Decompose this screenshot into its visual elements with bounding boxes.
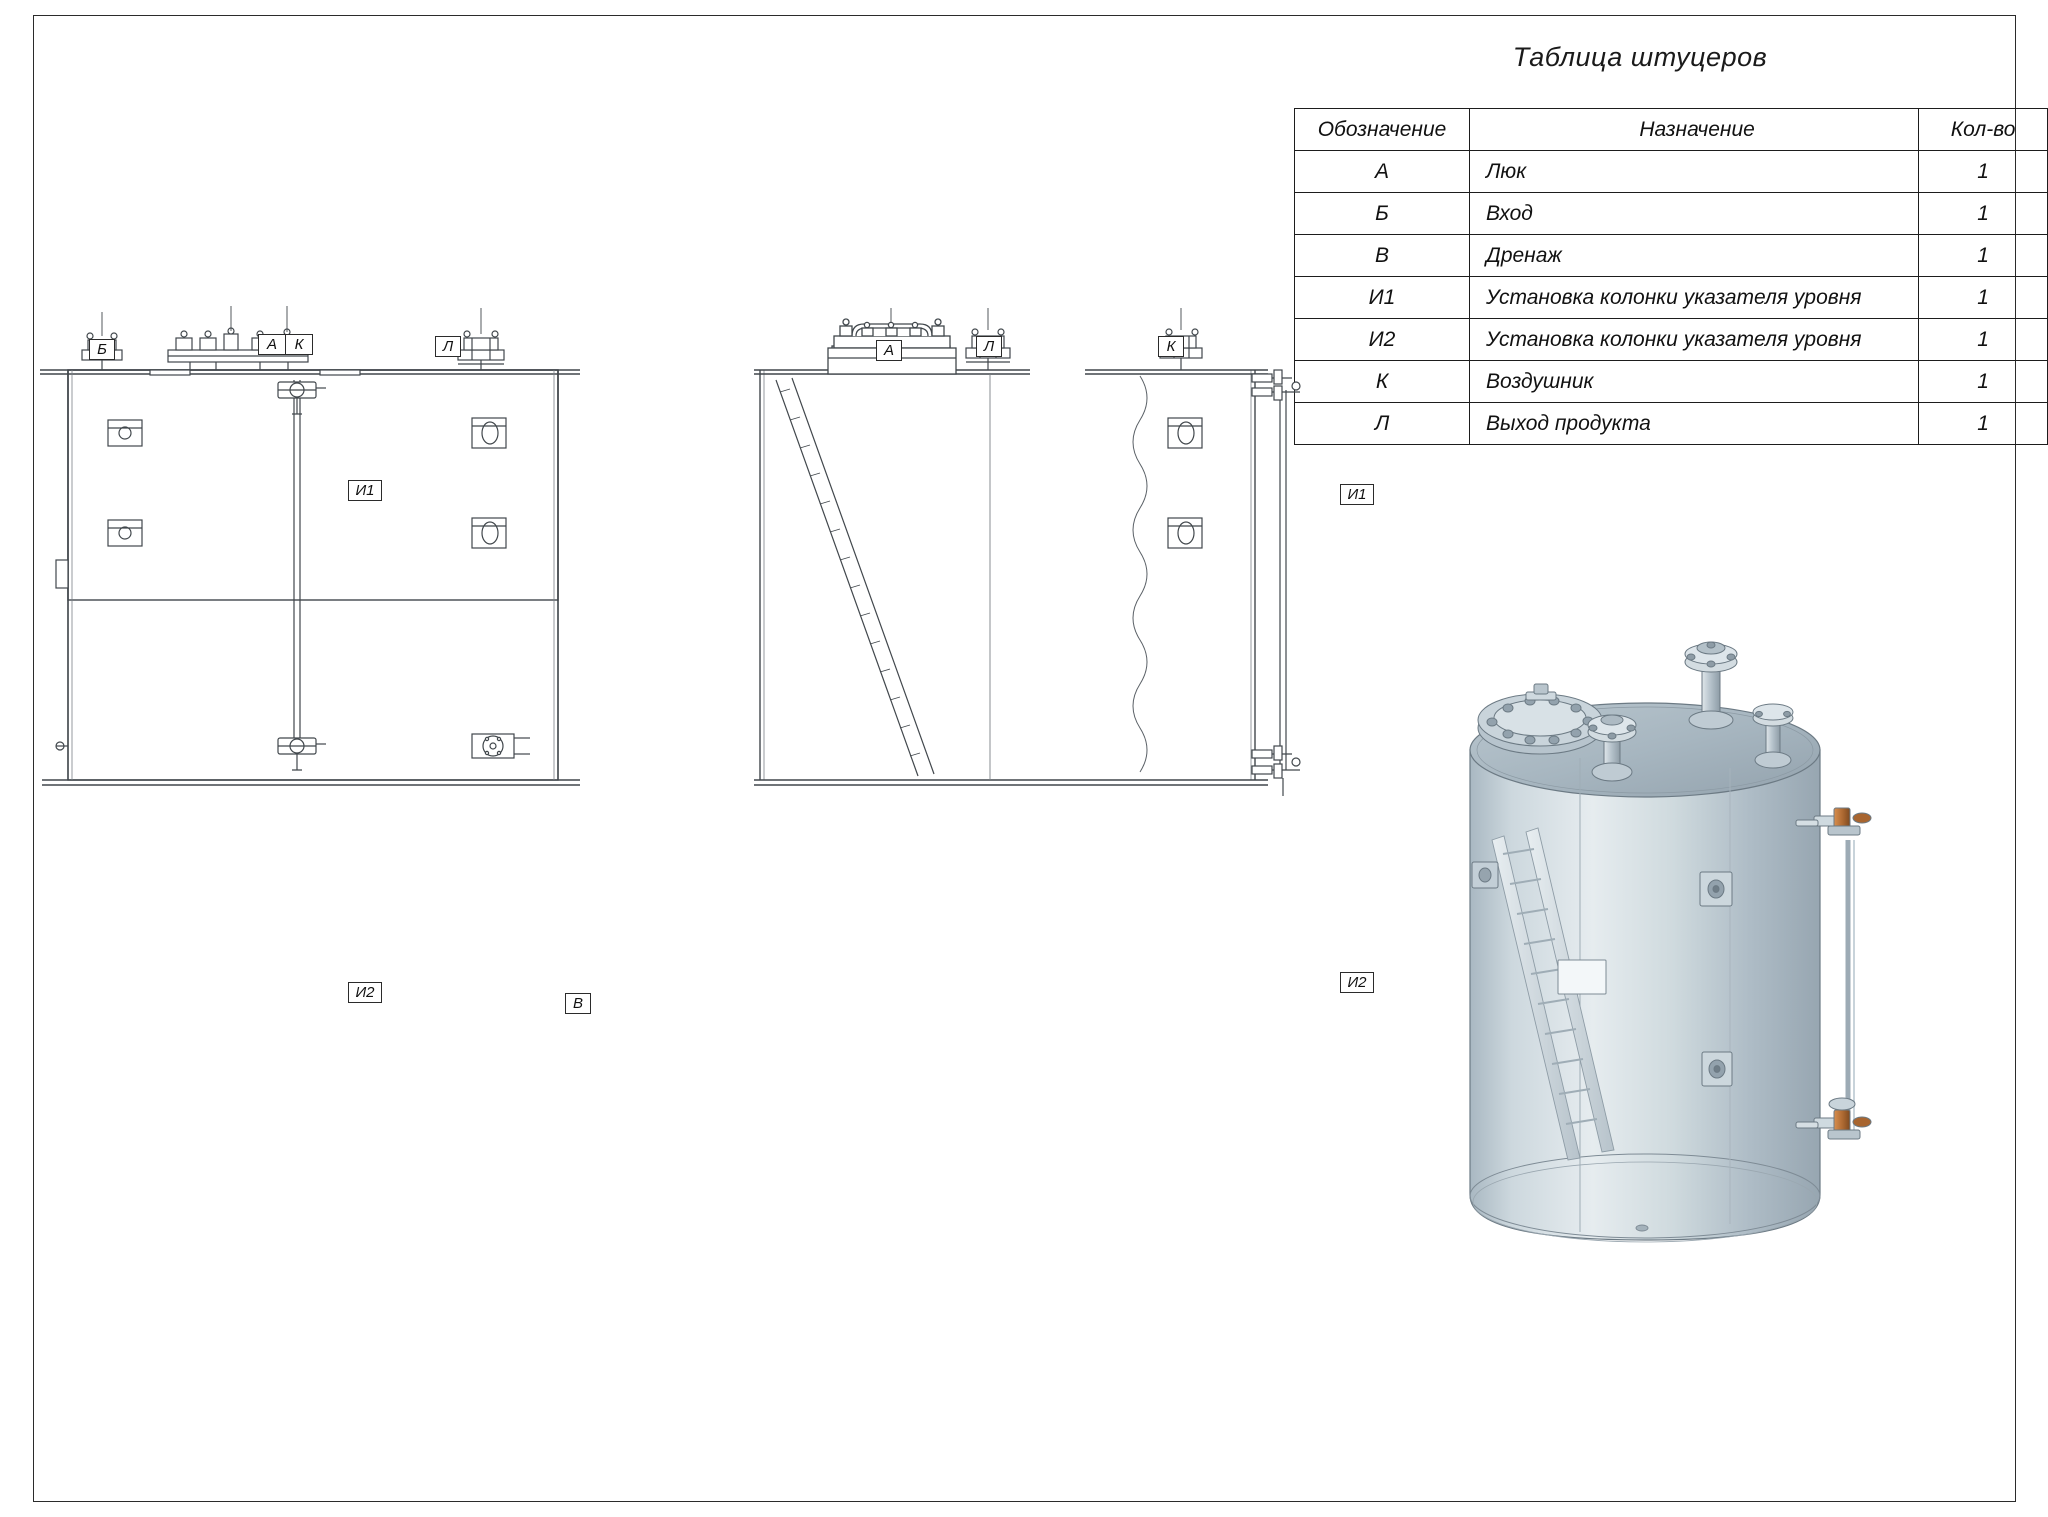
table-row [1295, 193, 2048, 235]
cell-qty: 1 [1919, 319, 2048, 361]
front-view [20, 330, 660, 1070]
table-row [1295, 151, 2048, 193]
cell-purpose: Выход продукта [1470, 403, 1919, 445]
callout-front-l: Л [435, 336, 461, 357]
cell-qty: 1 [1919, 235, 2048, 277]
front-lug-lower-left [108, 520, 142, 546]
callout-front-i2: И2 [348, 982, 382, 1003]
cell-designation: И2 [1295, 319, 1470, 361]
callout-front-a-k [258, 334, 313, 355]
callout-side-i2: И2 [1340, 972, 1374, 993]
nozzle-table [1294, 108, 2048, 445]
cell-purpose: Люк [1470, 151, 1919, 193]
table-row [1295, 277, 2048, 319]
side-level-column [1280, 390, 1286, 770]
inner-ladder [776, 378, 934, 776]
iso-lug-upper-left [1472, 862, 1498, 888]
callout-front-i1: И1 [348, 480, 382, 501]
iso-manhole-a [1478, 684, 1602, 754]
cell-designation: Л [1295, 403, 1470, 445]
callout-side-l: Л [976, 336, 1002, 357]
cell-designation: Б [1295, 193, 1470, 235]
cell-designation: В [1295, 235, 1470, 277]
side-lug-lower [1168, 518, 1202, 548]
table-row [1295, 361, 2048, 403]
callout-front-v: В [565, 993, 591, 1014]
iso-nameplate [1558, 960, 1606, 994]
iso-lug-lower-right [1702, 1052, 1732, 1086]
cell-designation: И1 [1295, 277, 1470, 319]
cell-purpose: Воздушник [1470, 361, 1919, 403]
cell-qty: 1 [1919, 193, 2048, 235]
front-lug-upper-left [108, 420, 142, 446]
cell-purpose: Вход [1470, 193, 1919, 235]
cell-qty: 1 [1919, 361, 2048, 403]
table-row [1295, 403, 2048, 445]
table-row [1295, 319, 2048, 361]
side-view [740, 330, 1360, 1070]
cell-qty: 1 [1919, 277, 2048, 319]
cell-designation: К [1295, 361, 1470, 403]
cell-purpose: Установка колонки указателя уровня [1470, 277, 1919, 319]
cell-designation: А [1295, 151, 1470, 193]
header-purpose: Назначение [1470, 109, 1919, 151]
cell-qty: 1 [1919, 403, 2048, 445]
header-qty: Кол-во [1919, 109, 2048, 151]
iso-nozzle-v [1636, 1225, 1648, 1231]
callout-front-b: Б [89, 339, 115, 360]
cell-purpose: Дренаж [1470, 235, 1919, 277]
callout-side-i1: И1 [1340, 484, 1374, 505]
callout-side-a: А [876, 340, 902, 361]
iso-lug-upper-right [1700, 872, 1732, 906]
callout-front-a-text: А [259, 335, 286, 354]
cell-purpose: Установка колонки указателя уровня [1470, 319, 1919, 361]
front-lug-lower-right [472, 518, 506, 548]
3d-tank-isometric [1430, 640, 2010, 1440]
front-left-plate [56, 560, 68, 588]
side-nozzle-i2 [1252, 746, 1300, 796]
table-row [1295, 235, 2048, 277]
nozzle-table-title: Таблица штуцеров [1512, 42, 1768, 72]
nozzle-a-k-cluster [150, 328, 360, 375]
iso-nozzle-k [1685, 642, 1737, 729]
front-lug-upper-right [472, 418, 506, 448]
side-nozzle-i1 [1252, 370, 1300, 400]
header-designation: Обозначение [1295, 109, 1470, 151]
nozzle-l-flange [458, 331, 504, 370]
callout-front-k-text: К [294, 336, 304, 353]
table-header-row [1295, 109, 2048, 151]
side-lug-upper [1168, 418, 1202, 448]
front-bottom-left-nozzle [56, 742, 68, 750]
cell-qty: 1 [1919, 151, 2048, 193]
callout-side-k: К [1158, 336, 1184, 357]
